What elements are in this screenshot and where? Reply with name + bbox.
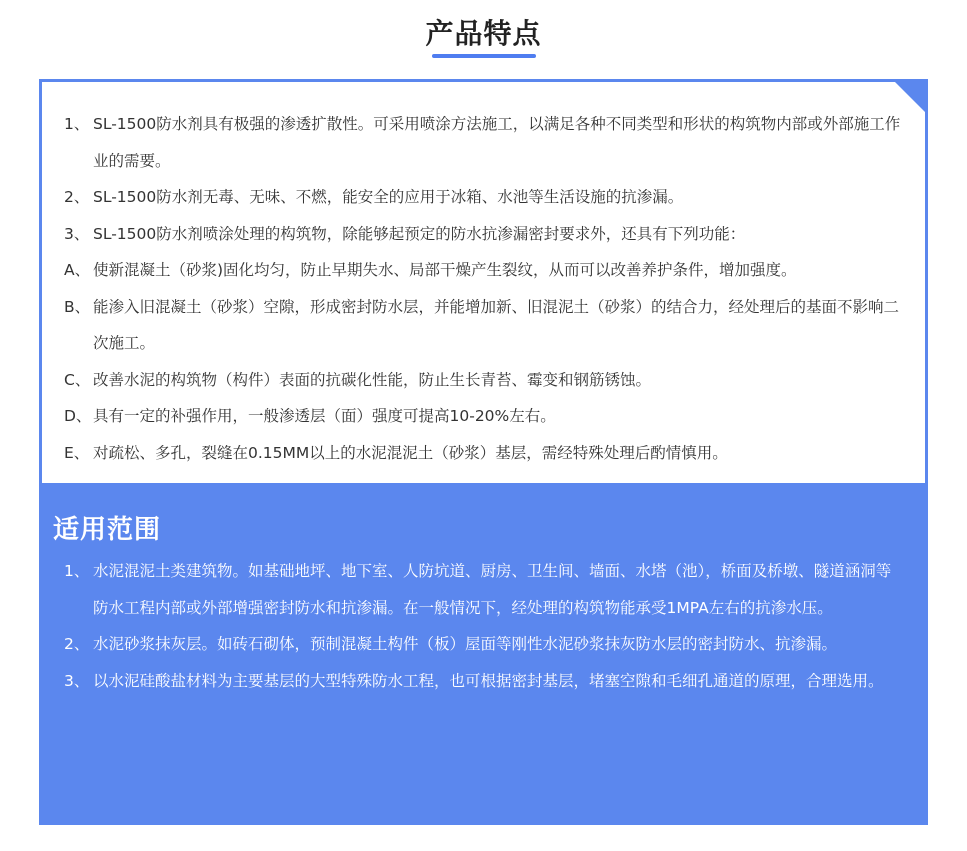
feature-text: 具有一定的补强作用，一般渗透层（面）强度可提高10-20%左右。 xyxy=(93,407,556,425)
feature-marker: C、 xyxy=(64,370,91,389)
feature-text: 使新混凝土（砂浆)固化均匀，防止早期失水、局部干燥产生裂纹，从而可以改善养护条件，增加强度。 xyxy=(93,261,797,279)
scope-list xyxy=(39,553,928,699)
title-underline xyxy=(432,54,536,58)
feature-item-2 xyxy=(42,179,925,216)
features-list xyxy=(42,82,925,471)
scope-text: 水泥砂浆抹灰层。如砖石砌体，预制混凝土构件（板）屋面等刚性水泥砂浆抹灰防水层的密封防水、抗渗漏。 xyxy=(93,635,838,653)
feature-marker: E、 xyxy=(64,443,90,462)
feature-text: SL-1500防水剂喷涂处理的构筑物，除能够起预定的防水抗渗漏密封要求外，还具有下列功能： xyxy=(93,224,746,243)
feature-text: 改善水泥的构筑物（构件）表面的抗碳化性能，防止生长青苔、霉变和钢筋锈蚀。 xyxy=(93,370,652,389)
feature-text: SL-1500防水剂无毒、无味、不燃，能安全的应用于冰箱、水池等生活设施的抗渗漏。 xyxy=(93,188,684,206)
feature-item-1 xyxy=(42,106,925,179)
feature-marker: B、 xyxy=(64,297,91,316)
feature-item-e xyxy=(42,435,925,472)
feature-marker: 2、 xyxy=(64,188,90,206)
feature-item-3 xyxy=(42,216,925,253)
feature-text: 对疏松、多孔，裂缝在0.15MM以上的水泥混泥土（砂浆）基层，需经特殊处理后酌情慎用。 xyxy=(93,443,728,462)
page-header xyxy=(0,0,967,78)
scope-marker: 1、 xyxy=(64,562,90,580)
scope-text: 水泥混泥土类建筑物。如基础地坪、地下室、人防坑道、厨房、卫生间、墙面、水塔（池），桥面及桥墩、隧道涵洞等防水工程内部或外部增强密封防水和抗渗漏。在一般情况下，经处理的构筑物能承受1MPA左右的抗渗水压。 xyxy=(93,562,892,617)
feature-marker: 1、 xyxy=(64,115,90,133)
feature-text: 能渗入旧混凝土（砂浆）空隙，形成密封防水层，并能增加新、旧混泥土（砂浆）的结合力，经处理后的基面不影响二次施工。 xyxy=(93,297,900,352)
feature-marker: D、 xyxy=(64,407,92,425)
feature-marker: A、 xyxy=(64,261,91,279)
feature-item-c xyxy=(42,362,925,399)
feature-item-a xyxy=(42,252,925,289)
feature-item-b xyxy=(42,289,925,362)
scope-panel xyxy=(39,483,928,825)
scope-item-2 xyxy=(39,626,928,663)
page-title: 产品特点 xyxy=(425,17,542,50)
feature-marker: 3、 xyxy=(64,224,90,243)
feature-item-d xyxy=(42,398,925,435)
features-panel xyxy=(42,82,925,483)
scope-marker: 3、 xyxy=(64,671,90,690)
scope-item-3 xyxy=(39,663,928,700)
scope-text: 以水泥硅酸盐材料为主要基层的大型特殊防水工程，也可根据密封基层，堵塞空隙和毛细孔通道的原理，合理选用。 xyxy=(93,671,884,690)
scope-title: 适用范围 xyxy=(53,515,162,545)
scope-marker: 2、 xyxy=(64,635,90,653)
feature-text: SL-1500防水剂具有极强的渗透扩散性。可采用喷涂方法施工，以满足各种不同类型和形状的构筑物内部或外部施工作业的需要。 xyxy=(93,115,901,170)
scope-item-1 xyxy=(39,553,928,626)
